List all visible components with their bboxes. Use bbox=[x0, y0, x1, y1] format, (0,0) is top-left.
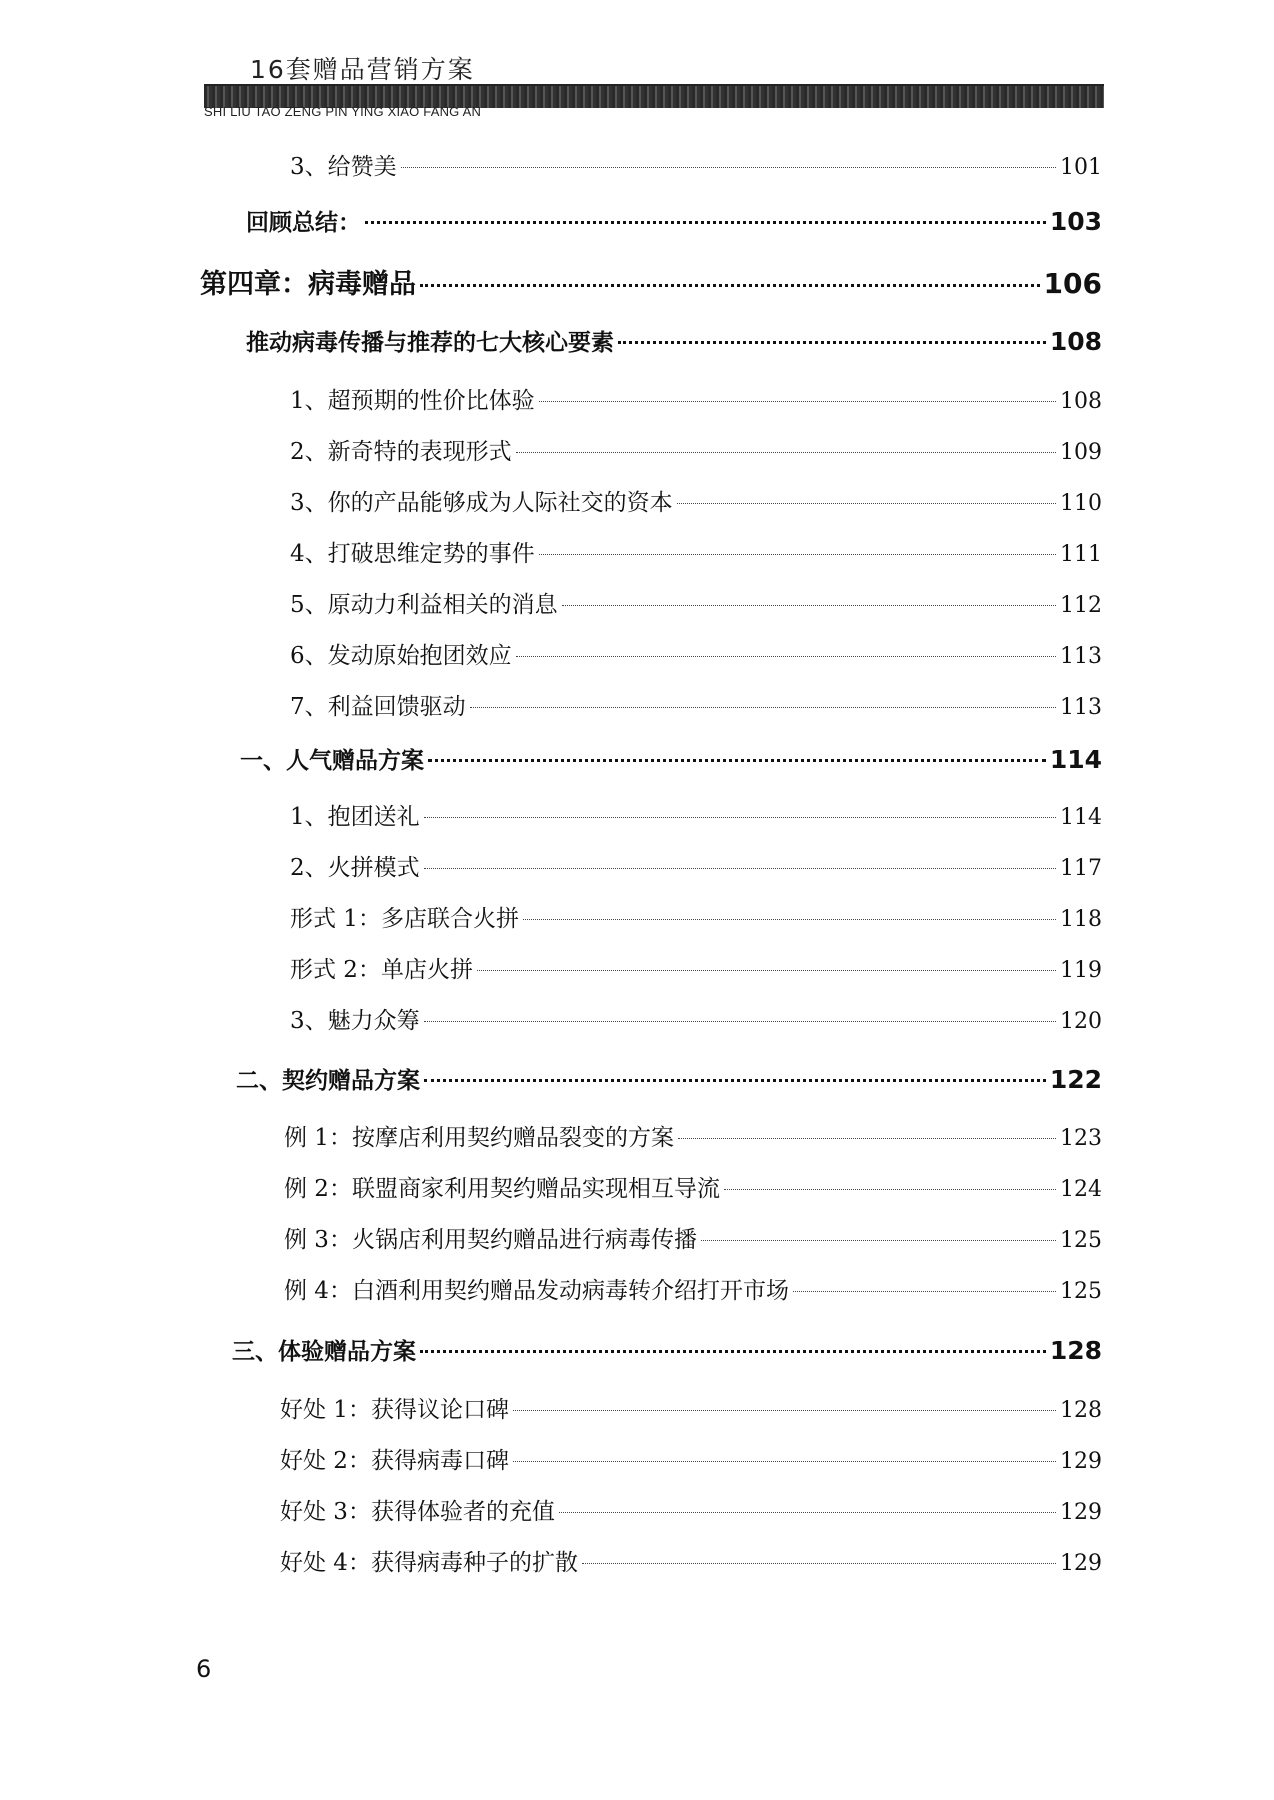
toc-entry bbox=[290, 484, 1102, 517]
toc-section bbox=[240, 742, 1102, 775]
toc-label: 5、原动力利益相关的消息 bbox=[290, 592, 558, 618]
toc-entry bbox=[290, 148, 1102, 181]
toc-label: 例 2：联盟商家利用契约赠品实现相互导流 bbox=[284, 1176, 720, 1202]
toc-entry bbox=[290, 688, 1102, 721]
toc-label: 例 1：按摩店利用契约赠品裂变的方案 bbox=[284, 1125, 674, 1151]
toc-label: 好处 1：获得议论口碑 bbox=[280, 1397, 509, 1423]
toc-page-number: 128 bbox=[1049, 1336, 1102, 1365]
dot-leader bbox=[793, 1291, 1056, 1292]
toc-entry bbox=[290, 900, 1102, 933]
toc-page-number: 111 bbox=[1060, 542, 1102, 567]
toc-label: 回顾总结： bbox=[246, 210, 361, 236]
toc-entry bbox=[290, 798, 1102, 831]
toc-label: 2、火拼模式 bbox=[290, 855, 420, 881]
dot-leader bbox=[678, 1138, 1056, 1139]
dot-leader bbox=[513, 1461, 1056, 1462]
toc-label: 7、利益回馈驱动 bbox=[290, 694, 466, 720]
toc-entry bbox=[290, 382, 1102, 415]
toc-entry bbox=[284, 1221, 1102, 1254]
toc-page-number: 108 bbox=[1060, 389, 1102, 414]
toc-label: 3、给赞美 bbox=[290, 154, 397, 180]
toc-label: 1、抱团送礼 bbox=[290, 804, 420, 830]
toc-label: 推动病毒传播与推荐的七大核心要素 bbox=[246, 330, 614, 356]
dot-leader bbox=[477, 970, 1056, 971]
page-number: 6 bbox=[196, 1655, 212, 1683]
dot-leader bbox=[424, 817, 1056, 818]
dot-leader bbox=[559, 1512, 1056, 1513]
toc-label: 好处 2：获得病毒口碑 bbox=[280, 1448, 509, 1474]
toc-page-number: 113 bbox=[1060, 695, 1102, 720]
toc-section bbox=[232, 1333, 1102, 1366]
dot-leader bbox=[424, 1079, 1046, 1082]
dot-leader bbox=[562, 605, 1056, 606]
dot-leader bbox=[523, 919, 1056, 920]
toc-page-number: 118 bbox=[1060, 907, 1102, 932]
dot-leader bbox=[724, 1189, 1056, 1190]
toc-page-number: 122 bbox=[1049, 1065, 1102, 1094]
header-subtitle: SHI LIU TAO ZENG PIN YING XIAO FANG AN bbox=[204, 104, 482, 119]
toc-page-number: 108 bbox=[1049, 327, 1102, 356]
toc-entry bbox=[290, 586, 1102, 619]
toc-page-number: 125 bbox=[1060, 1228, 1102, 1253]
dot-leader bbox=[618, 341, 1046, 344]
toc-entry bbox=[284, 1119, 1102, 1152]
toc-page-number: 114 bbox=[1060, 805, 1102, 830]
dot-leader bbox=[401, 167, 1056, 168]
toc-label: 形式 1：多店联合火拼 bbox=[290, 906, 519, 932]
toc-label: 2、新奇特的表现形式 bbox=[290, 439, 512, 465]
toc-label: 二、契约赠品方案 bbox=[236, 1068, 420, 1094]
toc-page-number: 117 bbox=[1060, 856, 1102, 881]
toc-page-number: 129 bbox=[1060, 1500, 1102, 1525]
toc-entry bbox=[280, 1493, 1102, 1526]
toc-page-number: 113 bbox=[1060, 644, 1102, 669]
toc-label: 三、体验赠品方案 bbox=[232, 1339, 416, 1365]
toc-entry bbox=[284, 1272, 1102, 1305]
header-title: 16套赠品营销方案 bbox=[250, 55, 475, 84]
toc-label: 3、你的产品能够成为人际社交的资本 bbox=[290, 490, 673, 516]
toc-section bbox=[246, 204, 1102, 237]
toc-page-number: 120 bbox=[1060, 1009, 1102, 1034]
toc-label: 第四章：病毒赠品 bbox=[200, 269, 416, 300]
toc-page-number: 112 bbox=[1060, 593, 1102, 618]
toc-page-number: 123 bbox=[1060, 1126, 1102, 1151]
toc-entry bbox=[284, 1170, 1102, 1203]
toc-entry bbox=[290, 951, 1102, 984]
dot-leader bbox=[539, 401, 1056, 402]
toc-chapter bbox=[200, 262, 1102, 301]
toc-label: 例 4：白酒利用契约赠品发动病毒转介绍打开市场 bbox=[284, 1278, 789, 1304]
toc-entry bbox=[290, 433, 1102, 466]
toc-label: 3、魅力众筹 bbox=[290, 1008, 420, 1034]
toc-page-number: 128 bbox=[1060, 1398, 1102, 1423]
toc-entry bbox=[290, 637, 1102, 670]
toc-label: 形式 2：单店火拼 bbox=[290, 957, 473, 983]
dot-leader bbox=[424, 868, 1056, 869]
toc-page-number: 129 bbox=[1060, 1449, 1102, 1474]
toc-page-number: 125 bbox=[1060, 1279, 1102, 1304]
dot-leader bbox=[428, 759, 1046, 762]
toc-page-number: 114 bbox=[1049, 745, 1102, 774]
toc-label: 6、发动原始抱团效应 bbox=[290, 643, 512, 669]
toc-entry bbox=[280, 1544, 1102, 1577]
toc-page-number: 124 bbox=[1060, 1177, 1102, 1202]
dot-leader bbox=[420, 1350, 1046, 1353]
dot-leader bbox=[516, 452, 1056, 453]
dot-leader bbox=[420, 284, 1040, 287]
toc-page-number: 109 bbox=[1060, 440, 1102, 465]
toc-page-number: 110 bbox=[1060, 491, 1102, 516]
toc-label: 4、打破思维定势的事件 bbox=[290, 541, 535, 567]
dot-leader bbox=[513, 1410, 1056, 1411]
toc-entry bbox=[290, 1002, 1102, 1035]
toc-section bbox=[246, 324, 1102, 357]
toc-entry bbox=[290, 849, 1102, 882]
toc-page-number: 119 bbox=[1060, 958, 1102, 983]
toc-label: 1、超预期的性价比体验 bbox=[290, 388, 535, 414]
toc-label: 一、人气赠品方案 bbox=[240, 748, 424, 774]
toc-entry bbox=[280, 1442, 1102, 1475]
dot-leader bbox=[539, 554, 1056, 555]
dot-leader bbox=[582, 1563, 1056, 1564]
dot-leader bbox=[470, 707, 1056, 708]
toc-entry bbox=[290, 535, 1102, 568]
toc-label: 好处 3：获得体验者的充值 bbox=[280, 1499, 555, 1525]
dot-leader bbox=[701, 1240, 1056, 1241]
toc-label: 好处 4：获得病毒种子的扩散 bbox=[280, 1550, 578, 1576]
dot-leader bbox=[424, 1021, 1056, 1022]
toc-page-number: 129 bbox=[1060, 1551, 1102, 1576]
dot-leader bbox=[365, 221, 1046, 224]
toc-entry bbox=[280, 1391, 1102, 1424]
toc-page-number: 106 bbox=[1043, 267, 1102, 300]
dot-leader bbox=[677, 503, 1056, 504]
toc-page-number: 101 bbox=[1060, 155, 1102, 180]
toc-section bbox=[236, 1062, 1102, 1095]
dot-leader bbox=[516, 656, 1056, 657]
toc-page-number: 103 bbox=[1049, 207, 1102, 236]
toc-label: 例 3：火锅店利用契约赠品进行病毒传播 bbox=[284, 1227, 697, 1253]
